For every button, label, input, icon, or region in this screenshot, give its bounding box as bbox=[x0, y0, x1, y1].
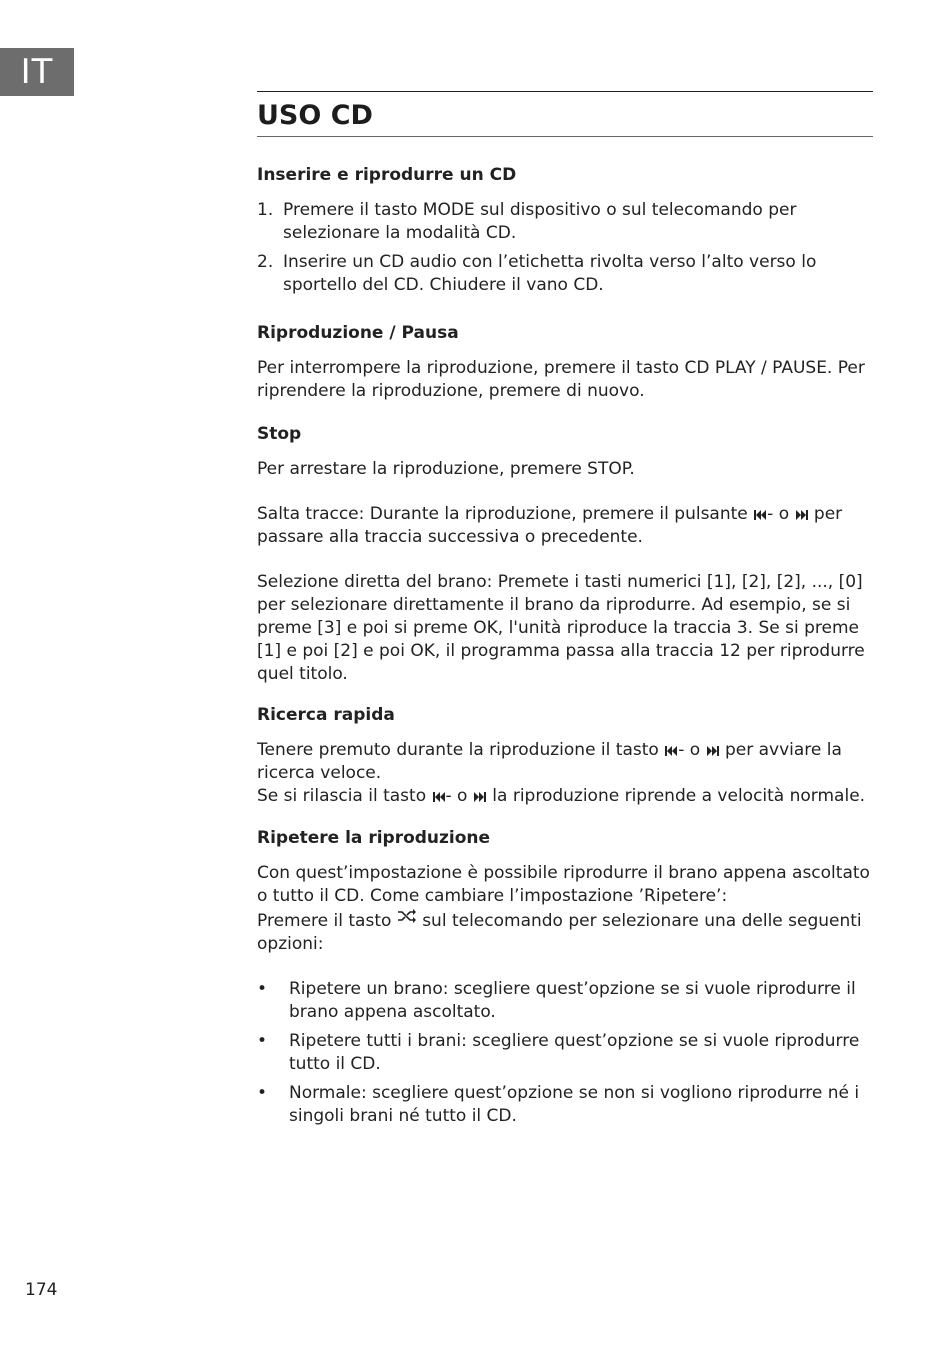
page-content bbox=[257, 91, 873, 1134]
search-line2-after: la riproduzione riprende a velocità normale. bbox=[492, 786, 866, 806]
heading-play-pause: Riproduzione / Pausa bbox=[257, 323, 459, 343]
play-pause-text: Per interrompere la riproduzione, premere il tasto CD PLAY / PAUSE. Per riprendere la riproduzione, premere di nuovo. bbox=[257, 358, 865, 401]
repeat-options-list bbox=[257, 978, 873, 1128]
language-tab: IT bbox=[0, 48, 74, 96]
skip-next-icon bbox=[706, 745, 720, 757]
search-line1-after: per avviare la ricerca veloce. bbox=[257, 740, 842, 783]
skip-text-before: Salta tracce: Durante la riproduzione, premere il pulsante bbox=[257, 504, 748, 524]
repeat-intro: Con quest’impostazione è possibile riprodurre il brano appena ascoltato o tutto il CD. Come cambiare l’impostazione ’Ripetere’: bbox=[257, 863, 870, 906]
search-line1-middle: - o bbox=[678, 740, 701, 760]
search-line2-before: Se si rilascia il tasto bbox=[257, 786, 427, 806]
shuffle-icon bbox=[397, 908, 417, 924]
list-item bbox=[257, 1030, 873, 1076]
repeat-press-before: Premere il tasto bbox=[257, 911, 392, 931]
skip-next-icon bbox=[473, 791, 487, 803]
skip-tracks-text bbox=[257, 503, 873, 549]
step-text: Inserire un CD audio con l’etichetta rivolta verso l’alto verso lo sportello del CD. Chiudere il vano CD. bbox=[283, 252, 817, 295]
step-text: Premere il tasto MODE sul dispositivo o sul telecomando per selezionare la modalità CD. bbox=[283, 200, 797, 243]
repeat-text bbox=[257, 862, 873, 956]
skip-next-icon bbox=[795, 509, 809, 521]
heading-stop: Stop bbox=[257, 424, 302, 444]
list-item bbox=[257, 251, 873, 297]
list-item bbox=[257, 1082, 873, 1128]
option-text: Ripetere tutti i brani: scegliere quest’opzione se si vuole riprodurre tutto il CD. bbox=[289, 1031, 860, 1074]
direct-selection-text: Selezione diretta del brano: Premete i tasti numerici [1], [2], [2], ..., [0] per selezionare direttamente il brano da riprodurre. Ad esempio, se si preme [3] e poi si preme OK, l'unità riproduce la traccia 3. Se si preme [1] e poi [2] e poi OK, il programma passa alla traccia 12 per riprodurre quel titolo. bbox=[257, 572, 865, 684]
page-title: USO CD bbox=[257, 92, 873, 137]
quick-search-text bbox=[257, 739, 873, 808]
list-item bbox=[257, 199, 873, 245]
heading-repeat: Ripetere la riproduzione bbox=[257, 828, 491, 848]
step-number: 2. bbox=[257, 252, 274, 272]
repeat-press-after: sul telecomando per selezionare una delle seguenti opzioni: bbox=[257, 911, 862, 954]
skip-previous-icon bbox=[432, 791, 446, 803]
insert-steps-list bbox=[257, 199, 873, 297]
skip-previous-icon bbox=[664, 745, 678, 757]
list-item bbox=[257, 978, 873, 1024]
page-number: 174 bbox=[25, 1280, 58, 1300]
skip-previous-icon bbox=[753, 509, 767, 521]
heading-quick-search: Ricerca rapida bbox=[257, 705, 395, 725]
step-number: 1. bbox=[257, 200, 274, 220]
bullet: • bbox=[257, 1031, 268, 1051]
skip-text-after: per passare alla traccia successiva o precedente. bbox=[257, 504, 843, 547]
skip-text-middle: - o bbox=[767, 504, 790, 524]
bullet: • bbox=[257, 979, 268, 999]
search-line1-before: Tenere premuto durante la riproduzione il tasto bbox=[257, 740, 659, 760]
search-line2-middle: - o bbox=[445, 786, 468, 806]
heading-insert-cd: Inserire e riprodurre un CD bbox=[257, 165, 517, 185]
stop-text: Per arrestare la riproduzione, premere STOP. bbox=[257, 459, 635, 479]
bullet: • bbox=[257, 1083, 268, 1103]
option-text: Normale: scegliere quest’opzione se non si vogliono riprodurre né i singoli brani né tutto il CD. bbox=[289, 1083, 860, 1126]
option-text: Ripetere un brano: scegliere quest’opzione se si vuole riprodurre il brano appena ascoltato. bbox=[289, 979, 856, 1022]
